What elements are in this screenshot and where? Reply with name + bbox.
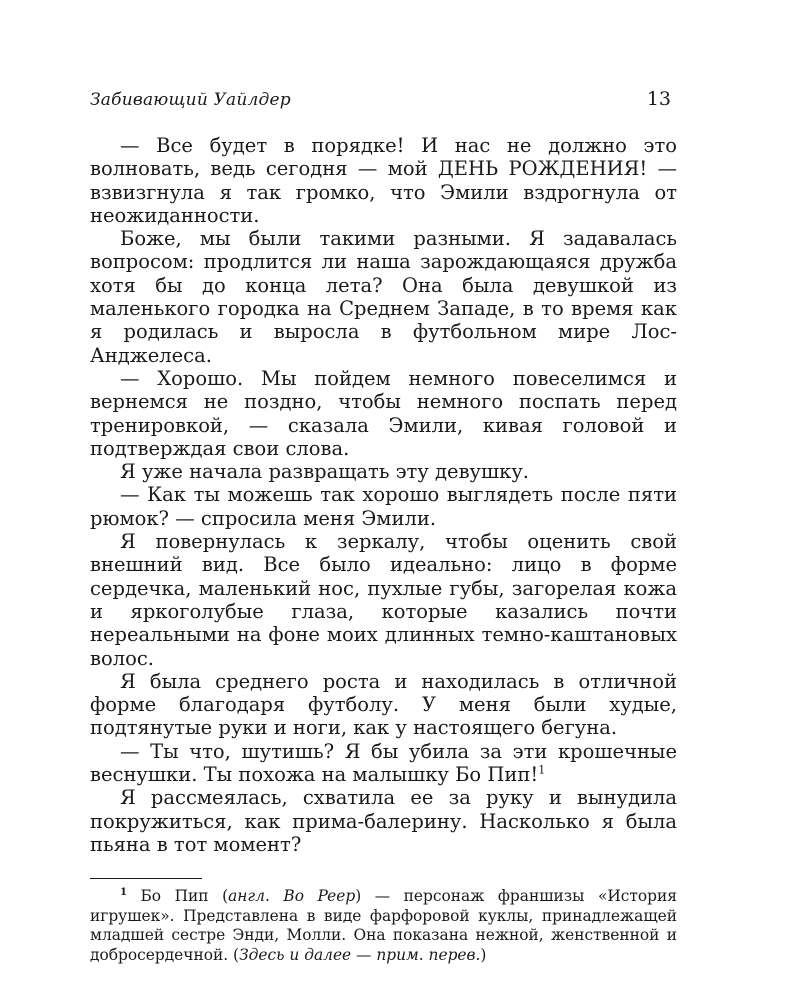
page-number: 13 [646, 88, 671, 110]
paragraph: Я повернулась к зеркалу, чтобы оценить свой внешний вид. Все было идеально: лицо в форме сердечка, маленький нос, пухлые губы, загорелая кожа и яркоголубые глаза, которые казались почти нереальными на фоне моих длинных темно-каштановых волос. [90, 530, 677, 670]
paragraph: Я была среднего роста и находилась в отличной форме благодаря футболу. У меня были худые, подтянутые руки и ноги, как у настоящего бегуна. [90, 669, 677, 740]
running-title: Забивающий Уайлдер [90, 90, 291, 110]
paragraph: — Как ты можешь так хорошо выглядеть после пяти рюмок? — спросила меня Эмили. [90, 483, 677, 530]
footnote-paren-open-2: ( [233, 945, 240, 964]
paragraph: Боже, мы были такими разными. Я задавалась вопросом: продлится ли наша зарождающаяся дружба хотя бы до конца лета? Она была девушкой из маленького городка на Среднем Западе, в то время как я родилась и выросла в футбольном мире Лос-Анджелеса. [90, 227, 677, 367]
paragraph-with-footnote [90, 740, 677, 787]
book-page [90, 88, 677, 965]
footnote-lang-note: англ. Bo Peep [228, 887, 356, 906]
footnote-term: Бо Пип [140, 887, 209, 906]
footnote-paren-open: ( [222, 887, 229, 906]
body-text [90, 134, 677, 856]
paragraph: Я рассмеялась, схватила ее за руку и вынудила покружиться, как прима-балерину. Насколько я была пьяна в тот момент? [90, 786, 677, 856]
footnote [90, 887, 677, 965]
footnote-editor-note: Здесь и далее — прим. перев. [239, 945, 481, 964]
footnote-reference[interactable]: 1 [538, 763, 546, 777]
running-header [90, 88, 677, 120]
paragraph: — Хорошо. Мы пойдем немного повеселимся и вернемся не поздно, чтобы немного поспать перед тренировкой, — сказала Эмили, кивая головой и подтверждая свои слова. [90, 366, 677, 460]
footnote-paren-close-2: ) [480, 945, 487, 964]
footnote-text: ) — персонаж франшизы «История игрушек». Представлена в виде фарфоровой куклы, принадлежащей младшей сестре Энди, Молли. Она показана нежной, женственной и добросердечной. [90, 887, 678, 964]
paragraph-text: — Ты что, шутишь? Я бы убила за эти крошечные веснушки. Ты похожа на малышку Бо Пип! [90, 739, 677, 787]
footnote-number: 1 [120, 887, 127, 899]
paragraph: Я уже начала развращать эту девушку. [120, 460, 530, 484]
paragraph: — Все будет в порядке! И нас не должно это волновать, ведь сегодня — мой ДЕНЬ РОЖДЕНИЯ! — взвизгнула я так громко, что Эмили вздрогнула от неожиданности. [90, 134, 677, 227]
footnote-divider [90, 878, 202, 879]
